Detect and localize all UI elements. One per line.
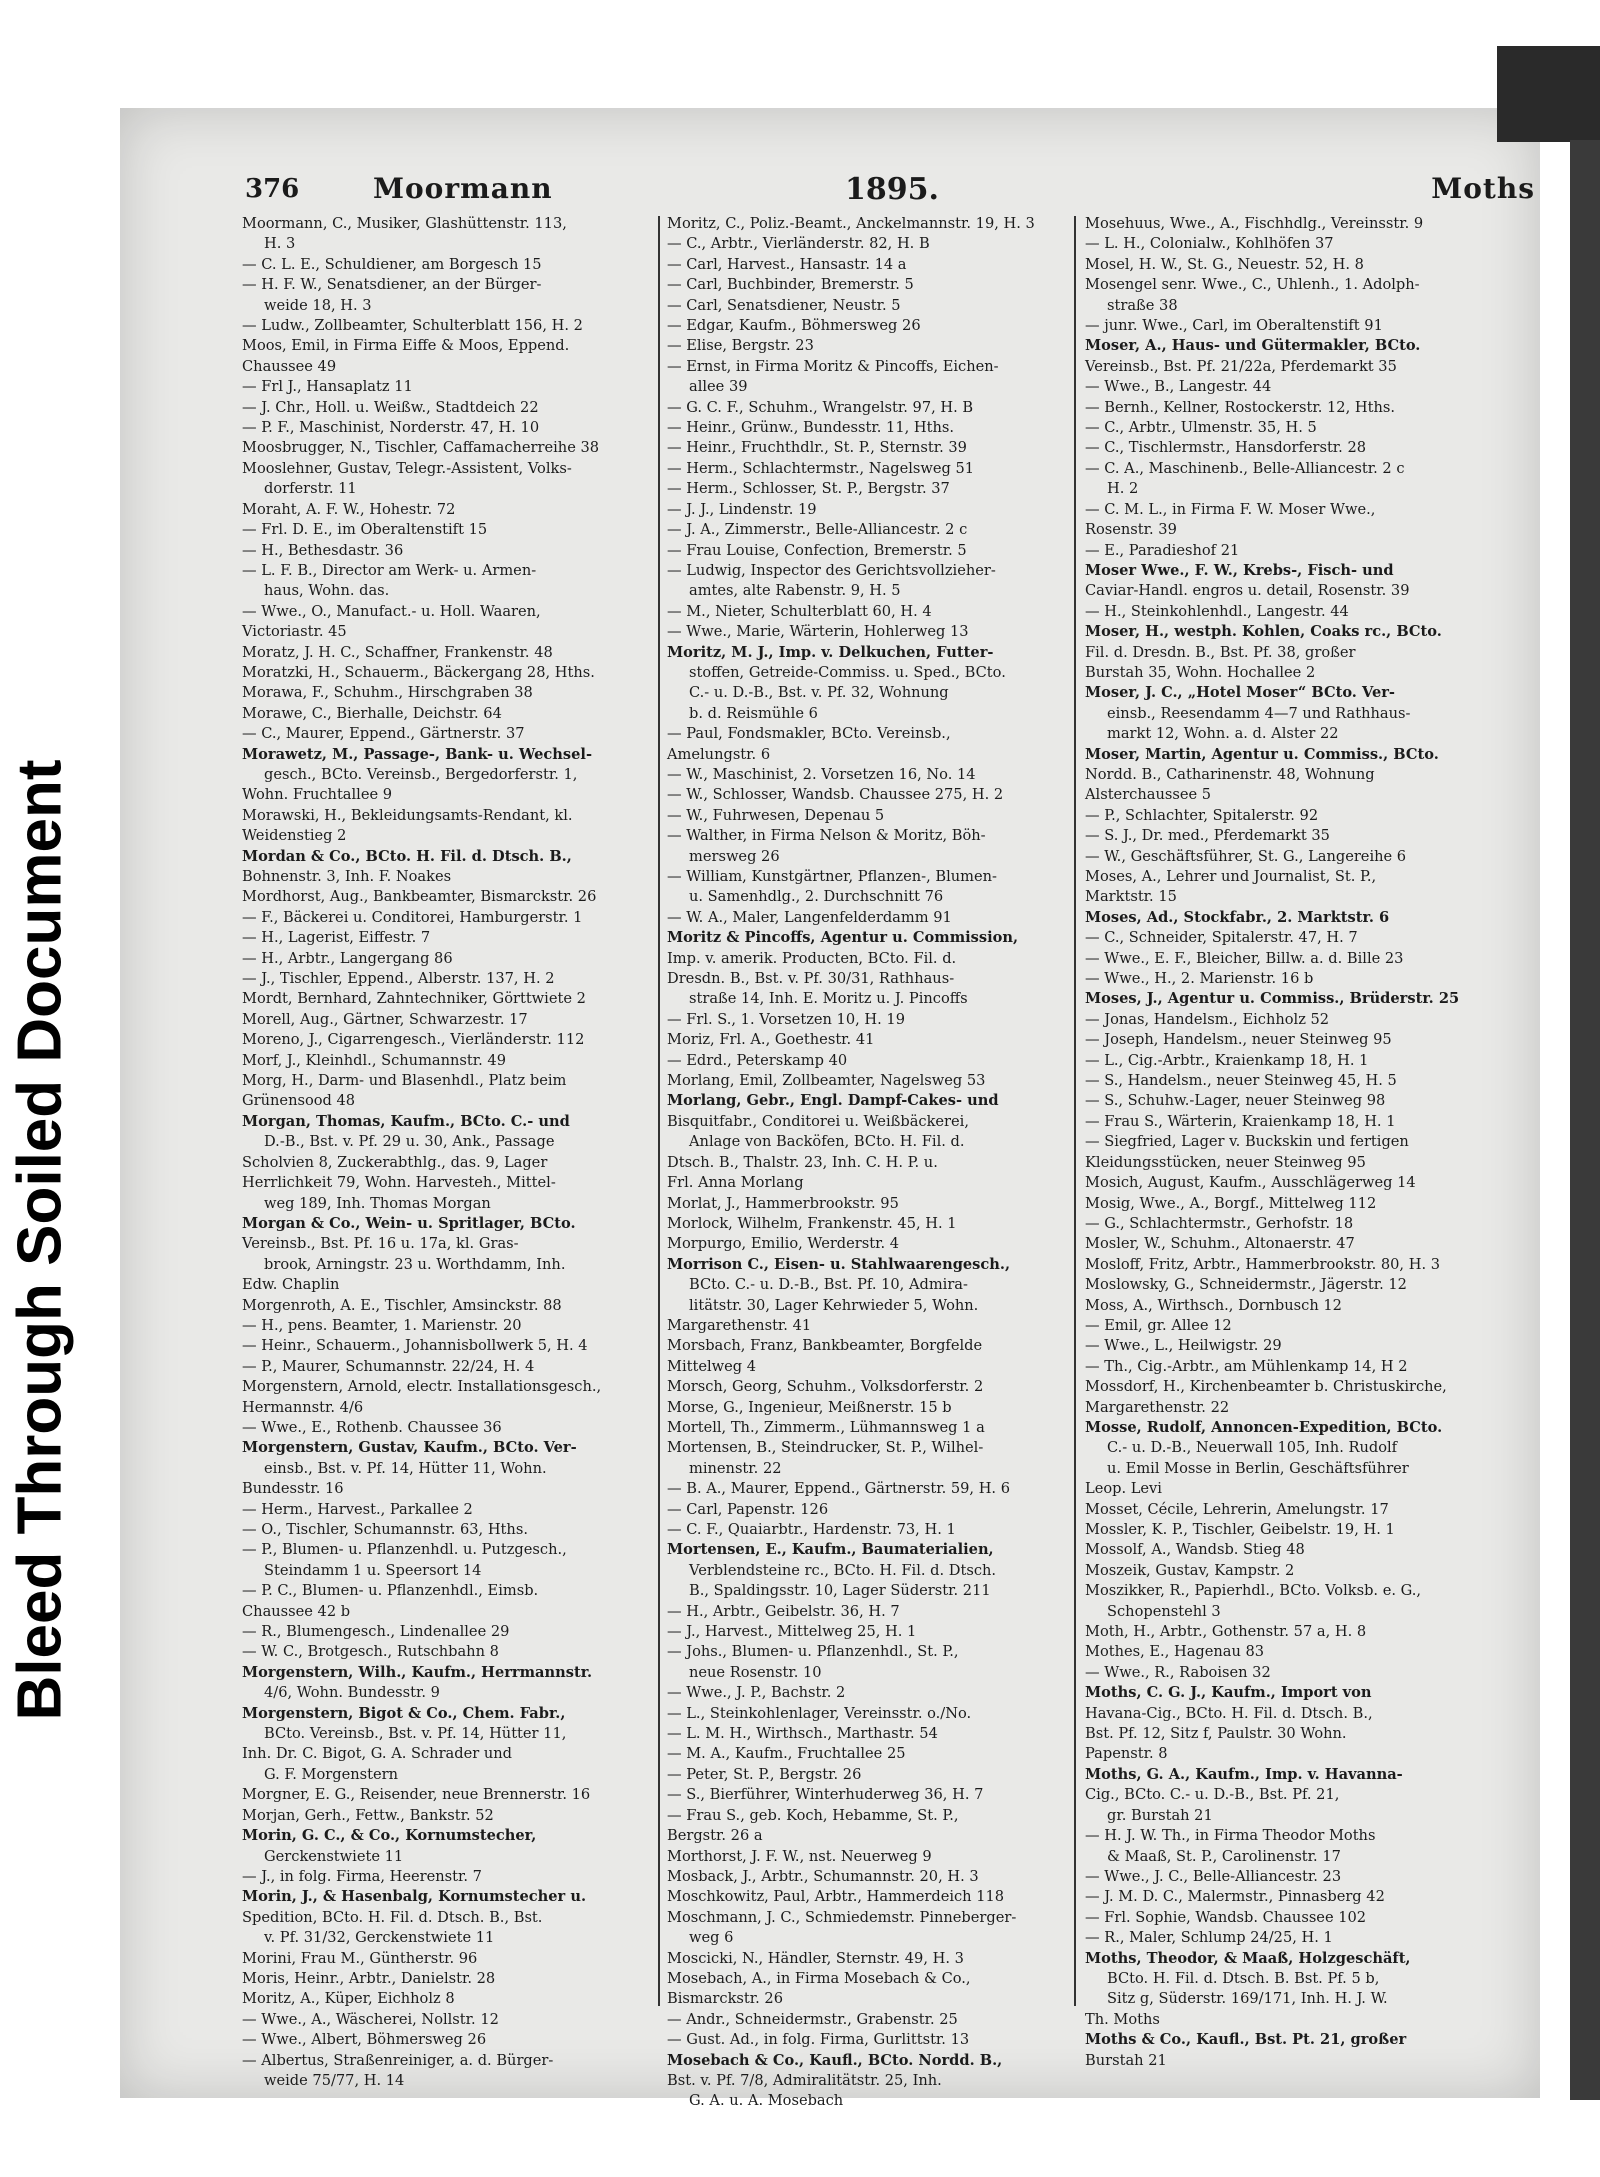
directory-line: — H. F. W., Senatsdiener, an der Bürger- — [242, 276, 542, 294]
directory-line: — junr. Wwe., Carl, im Oberaltenstift 91 — [1085, 317, 1383, 335]
directory-line: Bst. v. Pf. 7/8, Admiralitätstr. 25, Inh. — [667, 2071, 942, 2089]
directory-line: Bergstr. 26 a — [667, 1827, 763, 1845]
column-rule — [658, 216, 660, 2006]
directory-line: — Gust. Ad., in folg. Firma, Gurlittstr. 13 — [667, 2031, 970, 2049]
directory-line: — G., Schlachtermstr., Gerhofstr. 18 — [1085, 1214, 1354, 1232]
directory-line: B., Spaldingsstr. 10, Lager Süderstr. 211 — [689, 1582, 991, 1600]
directory-line: — J. J., Lindenstr. 19 — [667, 500, 817, 518]
directory-line: — W., Geschäftsführer, St. G., Langereihe 6 — [1085, 847, 1407, 865]
directory-line: Mosse, Rudolf, Annoncen-Expedition, BCto. — [1085, 1418, 1443, 1436]
directory-line: Alsterchaussee 5 — [1085, 786, 1212, 804]
directory-line: — Heinr., Fruchthdlr., St. P., Sternstr. 39 — [667, 439, 967, 457]
directory-line: — Carl, Senatsdiener, Neustr. 5 — [667, 296, 901, 314]
directory-line: Edw. Chaplin — [242, 1276, 340, 1294]
directory-line: Verblendsteine rc., BCto. H. Fil. d. Dtsch. — [689, 1561, 997, 1579]
directory-line: — C., Tischlermstr., Hansdorferstr. 28 — [1085, 439, 1367, 457]
directory-line: Morini, Frau M., Güntherstr. 96 — [242, 1949, 478, 1967]
directory-line: — L., Cig.-Arbtr., Kraienkamp 18, H. 1 — [1085, 1051, 1369, 1069]
directory-line: Leop. Levi — [1085, 1480, 1162, 1498]
directory-line: Morawski, H., Bekleidungsamts-Rendant, kl. — [242, 806, 573, 824]
directory-line: Mooslehner, Gustav, Telegr.-Assistent, Volks- — [242, 459, 572, 477]
directory-line: mersweg 26 — [689, 847, 780, 865]
directory-line: — Walther, in Firma Nelson & Moritz, Böh- — [667, 827, 986, 845]
directory-line: — Carl, Buchbinder, Bremerstr. 5 — [667, 276, 914, 294]
directory-line: Mortensen, B., Steindrucker, St. P., Wilhel- — [667, 1439, 984, 1457]
directory-line: Steindamm 1 u. Speersort 14 — [264, 1561, 482, 1579]
directory-line: — Johs., Blumen- u. Pflanzenhdl., St. P., — [667, 1643, 959, 1661]
directory-line: — J., in folg. Firma, Heerenstr. 7 — [242, 1867, 482, 1885]
directory-line: Mossdorf, H., Kirchenbeamter b. Christuskirche, — [1085, 1378, 1447, 1396]
directory-line: Morg, H., Darm- und Blasenhdl., Platz beim — [242, 1072, 567, 1090]
bleed-through-stamp — [0, 720, 90, 1760]
directory-line: brook, Arningstr. 23 u. Worthdamm, Inh. — [264, 1255, 566, 1273]
directory-line: Imp. v. amerik. Producten, BCto. Fil. d. — [667, 949, 957, 967]
directory-line: Margarethenstr. 41 — [667, 1316, 812, 1334]
directory-line: — Paul, Fondsmakler, BCto. Vereinsb., — [667, 725, 951, 743]
directory-line: Morgner, E. G., Reisender, neue Brennerstr. 16 — [242, 1786, 591, 1804]
directory-line: — Jonas, Handelsm., Eichholz 52 — [1085, 1010, 1330, 1028]
directory-line: Mortell, Th., Zimmerm., Lühmannsweg 1 a — [667, 1418, 985, 1436]
directory-line: — Carl, Papenstr. 126 — [667, 1500, 829, 1518]
directory-line: Moses, J., Agentur u. Commiss., Brüderstr. 25 — [1085, 990, 1460, 1008]
directory-line: Mosich, August, Kaufm., Ausschlägerweg 14 — [1085, 1174, 1416, 1192]
directory-line: — Wwe., B., Langestr. 44 — [1085, 378, 1272, 396]
directory-line: straße 14, Inh. E. Moritz u. J. Pincoffs — [689, 990, 968, 1008]
directory-line: Morgan, Thomas, Kaufm., BCto. C.- und — [242, 1112, 570, 1130]
directory-line: Amelungstr. 6 — [667, 745, 771, 763]
directory-line: Morgan & Co., Wein- u. Spritlager, BCto. — [242, 1214, 576, 1232]
column-rule — [1074, 216, 1076, 2006]
directory-line: Moritz, M. J., Imp. v. Delkuchen, Futter- — [667, 643, 994, 661]
directory-line: — Wwe., R., Raboisen 32 — [1085, 1663, 1271, 1681]
scan-right-dark-edge — [1570, 140, 1600, 2100]
directory-line: 4/6, Wohn. Bundesstr. 9 — [264, 1684, 440, 1702]
directory-line: Margarethenstr. 22 — [1085, 1398, 1230, 1416]
directory-line: — Wwe., J. C., Belle-Alliancestr. 23 — [1085, 1867, 1342, 1885]
directory-line: Bst. Pf. 12, Sitz f, Paulstr. 30 Wohn. — [1085, 1725, 1347, 1743]
page-number: 376 — [245, 174, 300, 204]
directory-line: Victoriastr. 45 — [242, 623, 347, 641]
directory-line: Morsbach, Franz, Bankbeamter, Borgfelde — [667, 1337, 983, 1355]
directory-line: Cig., BCto. C.- u. D.-B., Bst. Pf. 21, — [1085, 1786, 1340, 1804]
directory-line: — G. C. F., Schuhm., Wrangelstr. 97, H. B — [667, 398, 974, 416]
directory-line: Mosehuus, Wwe., A., Fischhdlg., Vereinsstr. 9 — [1085, 215, 1424, 232]
directory-line: — Peter, St. P., Bergstr. 26 — [667, 1765, 862, 1783]
directory-line: Moth, H., Arbtr., Gothenstr. 57 a, H. 8 — [1085, 1623, 1367, 1641]
directory-line: Hermannstr. 4/6 — [242, 1398, 364, 1416]
running-head-left: Moormann — [373, 172, 553, 205]
directory-line: Nordd. B., Catharinenstr. 48, Wohnung — [1085, 765, 1375, 783]
directory-line: — Wwe., Marie, Wärterin, Hohlerweg 13 — [667, 623, 969, 641]
directory-line: Rosenstr. 39 — [1085, 521, 1177, 539]
directory-line: — P. F., Maschinist, Norderstr. 47, H. 10 — [242, 419, 540, 437]
directory-line: weg 6 — [689, 1929, 734, 1947]
directory-line: — E., Paradieshof 21 — [1085, 541, 1240, 559]
directory-line: — Frl. D. E., im Oberaltenstift 15 — [242, 521, 488, 539]
directory-line: Moraht, A. F. W., Hohestr. 72 — [242, 500, 456, 518]
directory-line: Morsch, Georg, Schuhm., Volksdorferstr. 2 — [667, 1378, 984, 1396]
directory-line: Moratzki, H., Schauerm., Bäckergang 28, Hths. — [242, 663, 595, 681]
stamp-text: Bleed Through Soiled Document — [5, 759, 75, 1721]
directory-line: Mosengel senr. Wwe., C., Uhlenh., 1. Adolph- — [1085, 276, 1420, 294]
directory-line: Moritz & Pincoffs, Agentur u. Commission, — [667, 929, 1019, 947]
directory-line: — Joseph, Handelsm., neuer Steinweg 95 — [1085, 1031, 1392, 1049]
directory-line: — Wwe., E. F., Bleicher, Billw. a. d. Bille 23 — [1085, 949, 1404, 967]
directory-line: Mittelweg 4 — [667, 1357, 757, 1375]
directory-line: Mosebach, A., in Firma Mosebach & Co., — [667, 1969, 971, 1987]
directory-line: amtes, alte Rabenstr. 9, H. 5 — [689, 582, 901, 600]
directory-line: Moritz, C., Poliz.-Beamt., Anckelmannstr. 19, H. 3 — [667, 215, 1035, 232]
directory-line: — C. L. E., Schuldiener, am Borgesch 15 — [242, 255, 542, 273]
directory-line: weide 75/77, H. 14 — [264, 2071, 405, 2089]
directory-line: Morgenstern, Bigot & Co., Chem. Fabr., — [242, 1704, 566, 1722]
directory-line: — Edrd., Peterskamp 40 — [667, 1051, 848, 1069]
directory-line: Marktstr. 15 — [1085, 888, 1177, 906]
directory-line: einsb., Reesendamm 4—7 und Rathhaus- — [1107, 704, 1411, 722]
directory-line: Moses, A., Lehrer und Journalist, St. P., — [1085, 868, 1377, 885]
directory-line: Burstah 21 — [1085, 2051, 1167, 2069]
directory-line: — M. A., Kaufm., Fruchtallee 25 — [667, 1745, 906, 1763]
directory-line: stoffen, Getreide-Commiss. u. Sped., BCto. — [689, 663, 1006, 681]
directory-line: Moszeik, Gustav, Kampstr. 2 — [1085, 1561, 1295, 1579]
directory-line: Morin, G. C., & Co., Kornumstecher, — [242, 1827, 537, 1845]
directory-line: — J. Chr., Holl. u. Weißw., Stadtdeich 22 — [242, 398, 539, 416]
directory-line: Moriz, Frl. A., Goethestr. 41 — [667, 1031, 875, 1049]
directory-line: Moser, A., Haus- und Gütermakler, BCto. — [1085, 337, 1421, 355]
directory-line: — C. F., Quaiarbtr., Hardenstr. 73, H. 1 — [667, 1521, 956, 1538]
directory-line: — Heinr., Grünw., Bundesstr. 11, Hths. — [667, 419, 955, 437]
directory-line: — Herm., Harvest., Parkallee 2 — [242, 1500, 473, 1518]
directory-line: Mordan & Co., BCto. H. Fil. d. Dtsch. B., — [242, 847, 572, 865]
directory-line: Mosloff, Fritz, Arbtr., Hammerbrookstr. 80, H. 3 — [1085, 1255, 1441, 1273]
directory-line: — C. A., Maschinenb., Belle-Alliancestr. 2 c — [1085, 459, 1405, 477]
directory-line: — H., Steinkohlenhdl., Langestr. 44 — [1085, 602, 1349, 620]
directory-line: Morgenstern, Wilh., Kaufm., Herrmannstr. — [242, 1663, 593, 1681]
directory-line: — W., Fuhrwesen, Depenau 5 — [667, 806, 885, 824]
directory-line: — P., Blumen- u. Pflanzenhdl. u. Putzgesch., — [242, 1541, 567, 1559]
directory-line: Moritz, A., Küper, Eichholz 8 — [242, 1990, 455, 2008]
directory-line: dorferstr. 11 — [264, 480, 357, 498]
directory-line: — W., Schlosser, Wandsb. Chaussee 275, H. 2 — [667, 786, 1004, 804]
directory-line: Mosebach & Co., Kaufl., BCto. Nordd. B., — [667, 2051, 1003, 2069]
directory-line: Wohn. Fruchtallee 9 — [242, 786, 393, 804]
running-head-right: Moths — [1431, 172, 1535, 205]
directory-line: Mothes, E., Hagenau 83 — [1085, 1643, 1265, 1661]
directory-line: Moris, Heinr., Arbtr., Danielstr. 28 — [242, 1969, 496, 1987]
directory-line: — Herm., Schlosser, St. P., Bergstr. 37 — [667, 480, 950, 498]
directory-line: Mordhorst, Aug., Bankbeamter, Bismarckstr. 26 — [242, 888, 597, 906]
directory-line: — Elise, Bergstr. 23 — [667, 337, 814, 355]
directory-line: Anlage von Backöfen, BCto. H. Fil. d. — [689, 1133, 965, 1151]
directory-line: Morlang, Gebr., Engl. Dampf-Cakes- und — [667, 1092, 999, 1110]
directory-line: Morlat, J., Hammerbrookstr. 95 — [667, 1194, 899, 1212]
directory-line: Mosler, W., Schuhm., Altonaerstr. 47 — [1085, 1235, 1355, 1253]
directory-line: — Wwe., E., Rothenb. Chaussee 36 — [242, 1418, 502, 1436]
directory-line: Morell, Aug., Gärtner, Schwarzestr. 17 — [242, 1010, 528, 1028]
directory-line: — Th., Cig.-Arbtr., am Mühlenkamp 14, H 2 — [1085, 1357, 1408, 1375]
directory-line: Mossolf, A., Wandsb. Stieg 48 — [1085, 1541, 1305, 1559]
directory-line: — H., Arbtr., Langergang 86 — [242, 949, 453, 967]
directory-line: — P., Schlachter, Spitalerstr. 92 — [1085, 806, 1319, 824]
directory-column-1 — [242, 214, 667, 2089]
directory-line: C.- u. D.-B., Neuerwall 105, Inh. Rudolf — [1107, 1439, 1398, 1457]
directory-line: H. 3 — [264, 235, 296, 253]
directory-line: — Frl. S., 1. Vorsetzen 10, H. 19 — [667, 1010, 905, 1028]
directory-line: — J., Tischler, Eppend., Alberstr. 137, H. 2 — [242, 970, 555, 988]
directory-line: Moos, Emil, in Firma Eiffe & Moos, Eppend. — [242, 337, 570, 355]
directory-line: — Herm., Schlachtermstr., Nagelsweg 51 — [667, 459, 975, 477]
directory-line: Dresdn. B., Bst. v. Pf. 30/31, Rathhaus- — [667, 970, 955, 988]
directory-line: Mosback, J., Arbtr., Schumannstr. 20, H. 3 — [667, 1867, 979, 1885]
directory-line: — W., Maschinist, 2. Vorsetzen 16, No. 14 — [667, 765, 976, 783]
directory-line: — W. A., Maler, Langenfelderdamm 91 — [667, 908, 952, 926]
directory-line: — H. J. W. Th., in Firma Theodor Moths — [1085, 1827, 1376, 1845]
directory-line: Frl. Anna Morlang — [667, 1174, 804, 1192]
directory-line: — Wwe., L., Heilwigstr. 29 — [1085, 1337, 1282, 1355]
directory-line: Moslowsky, G., Schneidermstr., Jägerstr. 12 — [1085, 1276, 1407, 1294]
directory-column-3 — [1085, 214, 1510, 2069]
directory-line: Mosel, H. W., St. G., Neuestr. 52, H. 8 — [1085, 255, 1364, 273]
directory-line: — M., Nieter, Schulterblatt 60, H. 4 — [667, 602, 932, 620]
directory-line: Scholvien 8, Zuckerabthlg., das. 9, Lager — [242, 1153, 548, 1171]
directory-line: — Ludw., Zollbeamter, Schulterblatt 156, H. 2 — [242, 317, 583, 335]
directory-line: Moormann, C., Musiker, Glashüttenstr. 113, — [242, 215, 567, 232]
directory-line: Moser, H., westph. Kohlen, Coaks rc., BCto. — [1085, 623, 1442, 641]
directory-line: — C. M. L., in Firma F. W. Moser Wwe., — [1085, 500, 1376, 518]
directory-line: Morjan, Gerh., Fettw., Bankstr. 52 — [242, 1806, 494, 1824]
directory-line: H. 2 — [1107, 480, 1139, 498]
directory-line: Morlang, Emil, Zollbeamter, Nagelsweg 53 — [667, 1072, 986, 1090]
directory-line: Herrlichkeit 79, Wohn. Harvesteh., Mittel- — [242, 1174, 556, 1192]
directory-line: Moths & Co., Kaufl., Bst. Pt. 21, großer — [1085, 2031, 1407, 2049]
directory-line: — Wwe., H., 2. Marienstr. 16 b — [1085, 970, 1314, 988]
directory-line: — William, Kunstgärtner, Pflanzen-, Blumen- — [667, 868, 997, 885]
directory-line: — W. C., Brotgesch., Rutschbahn 8 — [242, 1643, 499, 1661]
directory-line: — L. M. H., Wirthsch., Marthastr. 54 — [667, 1725, 938, 1743]
directory-column-2 — [667, 214, 1092, 2110]
directory-line: Bisquitfabr., Conditorei u. Weißbäckerei, — [667, 1112, 969, 1130]
directory-line: — Wwe., O., Manufact.- u. Holl. Waaren, — [242, 602, 541, 620]
directory-line: Chaussee 49 — [242, 357, 337, 375]
page-year: 1895. — [845, 172, 939, 207]
directory-line: Th. Moths — [1085, 2010, 1160, 2028]
directory-line: — S. J., Dr. med., Pferdemarkt 35 — [1085, 827, 1330, 845]
directory-line: BCto. H. Fil. d. Dtsch. B. Bst. Pf. 5 b, — [1107, 1969, 1380, 1987]
directory-line: minenstr. 22 — [689, 1459, 782, 1477]
directory-line: Moths, Theodor, & Maaß, Holzgeschäft, — [1085, 1949, 1411, 1967]
directory-line: BCto. Vereinsb., Bst. v. Pf. 14, Hütter 11, — [264, 1725, 567, 1743]
directory-line: — Andr., Schneidermstr., Grabenstr. 25 — [667, 2010, 958, 2028]
directory-line: — H., pens. Beamter, 1. Marienstr. 20 — [242, 1316, 522, 1334]
directory-line: — Carl, Harvest., Hansastr. 14 a — [667, 255, 907, 273]
directory-line: C.- u. D.-B., Bst. v. Pf. 32, Wohnung — [689, 684, 949, 702]
directory-line: Bismarckstr. 26 — [667, 1990, 783, 2008]
directory-line: Sitz g, Süderstr. 169/171, Inh. H. J. W. — [1107, 1990, 1388, 2008]
directory-line: haus, Wohn. das. — [264, 582, 390, 600]
directory-line: Morse, G., Ingenieur, Meißnerstr. 15 b — [667, 1398, 952, 1416]
directory-line: Morgenstern, Gustav, Kaufm., BCto. Ver- — [242, 1439, 577, 1457]
directory-line: — O., Tischler, Schumannstr. 63, Hths. — [242, 1521, 528, 1538]
directory-line: Mossler, K. P., Tischler, Geibelstr. 19, H. 1 — [1085, 1521, 1395, 1538]
directory-line: G. F. Morgenstern — [264, 1765, 398, 1783]
directory-line: — Siegfried, Lager v. Buckskin und fertigen — [1085, 1133, 1409, 1151]
directory-line: — P., Maurer, Schumannstr. 22/24, H. 4 — [242, 1357, 535, 1375]
directory-line: — L., Steinkohlenlager, Vereinsstr. o./No. — [667, 1704, 972, 1722]
directory-line: Fil. d. Dresdn. B., Bst. Pf. 38, großer — [1085, 643, 1356, 661]
directory-line: — Wwe., J. P., Bachstr. 2 — [667, 1684, 846, 1702]
directory-line: Morawe, C., Bierhalle, Deichstr. 64 — [242, 704, 502, 722]
directory-line: Gerckenstwiete 11 — [264, 1847, 404, 1865]
directory-line: — C., Arbtr., Vierländerstr. 82, H. B — [667, 235, 930, 253]
directory-line: — J. M. D. C., Malermstr., Pinnasberg 42 — [1085, 1888, 1385, 1906]
directory-line: Mordt, Bernhard, Zahntechniker, Görttwiete 2 — [242, 990, 586, 1008]
directory-line: Morgenstern, Arnold, electr. Installationsgesch., — [242, 1378, 602, 1396]
directory-line: b. d. Reismühle 6 — [689, 704, 818, 722]
directory-line: Kleidungsstücken, neuer Steinweg 95 — [1085, 1153, 1366, 1171]
directory-line: — Ernst, in Firma Moritz & Pincoffs, Eichen- — [667, 357, 999, 375]
directory-line: — Frau Louise, Confection, Bremerstr. 5 — [667, 541, 967, 559]
directory-line: Moosbrugger, N., Tischler, Caffamacherreihe 38 — [242, 439, 600, 457]
directory-line: BCto. C.- u. D.-B., Bst. Pf. 10, Admira- — [689, 1276, 968, 1294]
directory-line: Burstah 35, Wohn. Hochallee 2 — [1085, 663, 1316, 681]
directory-line: Moses, Ad., Stockfabr., 2. Marktstr. 6 — [1085, 908, 1390, 926]
scan-corner-dark-edge — [1497, 46, 1600, 142]
directory-line: Morin, J., & Hasenbalg, Kornumstecher u. — [242, 1888, 587, 1906]
directory-line: — Edgar, Kaufm., Böhmersweg 26 — [667, 317, 921, 335]
directory-line: — R., Maler, Schlump 24/25, H. 1 — [1085, 1929, 1333, 1947]
directory-line: Caviar-Handl. engros u. detail, Rosenstr. 39 — [1085, 582, 1410, 600]
directory-line: — C., Schneider, Spitalerstr. 47, H. 7 — [1085, 929, 1358, 947]
directory-line: Moser, J. C., „Hotel Moser“ BCto. Ver- — [1085, 684, 1395, 702]
directory-line: Moths, C. G. J., Kaufm., Import von — [1085, 1684, 1372, 1702]
directory-line: — Wwe., Albert, Böhmersweg 26 — [242, 2031, 487, 2049]
directory-line: Havana-Cig., BCto. H. Fil. d. Dtsch. B., — [1085, 1704, 1373, 1722]
directory-line: — H., Arbtr., Geibelstr. 36, H. 7 — [667, 1602, 900, 1620]
directory-line: — Emil, gr. Allee 12 — [1085, 1316, 1232, 1334]
directory-line: markt 12, Wohn. a. d. Alster 22 — [1107, 725, 1339, 743]
directory-line: Moths, G. A., Kaufm., Imp. v. Havanna- — [1085, 1765, 1403, 1783]
directory-line: — Wwe., A., Wäscherei, Nollstr. 12 — [242, 2010, 499, 2028]
directory-line: Morgenroth, A. E., Tischler, Amsinckstr. 88 — [242, 1296, 562, 1314]
directory-line: Weidenstieg 2 — [242, 827, 347, 845]
directory-line: Inh. Dr. C. Bigot, G. A. Schrader und — [242, 1745, 512, 1763]
directory-line: Moser, Martin, Agentur u. Commiss., BCto. — [1085, 745, 1439, 763]
directory-line: Morawa, F., Schuhm., Hirschgraben 38 — [242, 684, 533, 702]
directory-line: Vereinsb., Bst. Pf. 16 u. 17a, kl. Gras- — [242, 1235, 519, 1253]
directory-line: — Ludwig, Inspector des Gerichtsvollzieher- — [667, 561, 996, 579]
directory-line: Bundesstr. 16 — [242, 1480, 344, 1498]
directory-line: Mosig, Wwe., A., Borgf., Mittelweg 112 — [1085, 1194, 1377, 1212]
directory-line: Schopenstehl 3 — [1107, 1602, 1221, 1620]
directory-line: u. Samenhdlg., 2. Durchschnitt 76 — [689, 888, 944, 906]
directory-line: Morlock, Wilhelm, Frankenstr. 45, H. 1 — [667, 1214, 957, 1232]
directory-line: u. Emil Mosse in Berlin, Geschäftsführer — [1107, 1459, 1409, 1477]
directory-line: Moscicki, N., Händler, Sternstr. 49, H. 3 — [667, 1949, 964, 1967]
directory-line: Mosset, Cécile, Lehrerin, Amelungstr. 17 — [1085, 1500, 1389, 1518]
directory-line: — P. C., Blumen- u. Pflanzenhdl., Eimsb. — [242, 1582, 539, 1600]
directory-line: — Frau S., Wärterin, Kraienkamp 18, H. 1 — [1085, 1112, 1396, 1130]
directory-line: — Bernh., Kellner, Rostockerstr. 12, Hths. — [1085, 398, 1395, 416]
directory-line: G. A. u. A. Mosebach — [689, 2092, 844, 2110]
directory-line: — Albertus, Straßenreiniger, a. d. Bürger- — [242, 2051, 554, 2069]
directory-line: Moser Wwe., F. W., Krebs-, Fisch- und — [1085, 561, 1394, 579]
directory-line: — J., Harvest., Mittelweg 25, H. 1 — [667, 1623, 917, 1641]
directory-line: Grünensood 48 — [242, 1092, 356, 1110]
directory-line: — R., Blumengesch., Lindenallee 29 — [242, 1623, 510, 1641]
directory-line: — Frau S., geb. Koch, Hebamme, St. P., — [667, 1806, 959, 1824]
directory-line: gr. Burstah 21 — [1107, 1806, 1213, 1824]
directory-line: — H., Lagerist, Eiffestr. 7 — [242, 929, 431, 947]
page-header — [245, 168, 1535, 212]
directory-line: Vereinsb., Bst. Pf. 21/22a, Pferdemarkt 35 — [1085, 357, 1397, 375]
directory-line: Moschmann, J. C., Schmiedemstr. Pinneberger- — [667, 1908, 1017, 1926]
directory-line: litätstr. 30, Lager Kehrwieder 5, Wohn. — [689, 1296, 979, 1314]
directory-line: — C., Maurer, Eppend., Gärtnerstr. 37 — [242, 725, 525, 743]
directory-line: Moratz, J. H. C., Schaffner, Frankenstr. 48 — [242, 643, 553, 661]
directory-line: — L. H., Colonialw., Kohlhöfen 37 — [1085, 235, 1334, 253]
directory-line: & Maaß, St. P., Carolinenstr. 17 — [1107, 1847, 1341, 1865]
directory-line: Moss, A., Wirthsch., Dornbusch 12 — [1085, 1296, 1342, 1314]
directory-line: gesch., BCto. Vereinsb., Bergedorferstr. 1, — [264, 765, 578, 783]
directory-line: Moszikker, R., Papierhdl., BCto. Volksb. e. G., — [1085, 1582, 1422, 1600]
directory-line: Morf, J., Kleinhdl., Schumannstr. 49 — [242, 1051, 506, 1069]
directory-line: Morrison C., Eisen- u. Stahlwaarengesch., — [667, 1255, 1011, 1273]
directory-line: einsb., Bst. v. Pf. 14, Hütter 11, Wohn. — [264, 1459, 547, 1477]
directory-line: Morthorst, J. F. W., nst. Neuerweg 9 — [667, 1847, 932, 1865]
directory-line: straße 38 — [1107, 296, 1178, 314]
directory-line: Moreno, J., Cigarrengesch., Vierländerstr. 112 — [242, 1031, 585, 1049]
directory-line: — H., Bethesdastr. 36 — [242, 541, 404, 559]
directory-line: — S., Bierführer, Winterhuderweg 36, H. 7 — [667, 1786, 984, 1804]
directory-line: allee 39 — [689, 378, 748, 396]
directory-line: Morawetz, M., Passage-, Bank- u. Wechsel- — [242, 745, 593, 763]
directory-line: — C., Arbtr., Ulmenstr. 35, H. 5 — [1085, 419, 1317, 437]
directory-line: Papenstr. 8 — [1085, 1745, 1168, 1763]
directory-line: weide 18, H. 3 — [264, 296, 372, 314]
directory-line: Mortensen, E., Kaufm., Baumaterialien, — [667, 1541, 994, 1559]
directory-line: Spedition, BCto. H. Fil. d. Dtsch. B., Bst. — [242, 1908, 543, 1926]
directory-line: — Heinr., Schauerm., Johannisbollwerk 5, H. 4 — [242, 1337, 588, 1355]
directory-line: D.-B., Bst. v. Pf. 29 u. 30, Ank., Passage — [264, 1133, 555, 1151]
directory-line: weg 189, Inh. Thomas Morgan — [264, 1194, 491, 1212]
directory-line: — Frl J., Hansaplatz 11 — [242, 378, 413, 396]
directory-line: Dtsch. B., Thalstr. 23, Inh. C. H. P. u. — [667, 1153, 938, 1171]
directory-line: — B. A., Maurer, Eppend., Gärtnerstr. 59, H. 6 — [667, 1480, 1010, 1498]
directory-line: — Frl. Sophie, Wandsb. Chaussee 102 — [1085, 1908, 1367, 1926]
directory-line: Chaussee 42 b — [242, 1602, 351, 1620]
directory-line: — S., Handelsm., neuer Steinweg 45, H. 5 — [1085, 1072, 1397, 1090]
directory-line: — L. F. B., Director am Werk- u. Armen- — [242, 561, 537, 579]
directory-line: — F., Bäckerei u. Conditorei, Hamburgerstr. 1 — [242, 908, 583, 926]
directory-line: — S., Schuhw.-Lager, neuer Steinweg 98 — [1085, 1092, 1386, 1110]
directory-line: — J. A., Zimmerstr., Belle-Alliancestr. 2 c — [667, 521, 968, 539]
directory-line: v. Pf. 31/32, Gerckenstwiete 11 — [264, 1929, 495, 1947]
directory-line: Bohnenstr. 3, Inh. F. Noakes — [242, 868, 452, 885]
directory-line: Moschkowitz, Paul, Arbtr., Hammerdeich 118 — [667, 1888, 1005, 1906]
directory-line: Morpurgo, Emilio, Werderstr. 4 — [667, 1235, 900, 1253]
directory-line: neue Rosenstr. 10 — [689, 1663, 822, 1681]
